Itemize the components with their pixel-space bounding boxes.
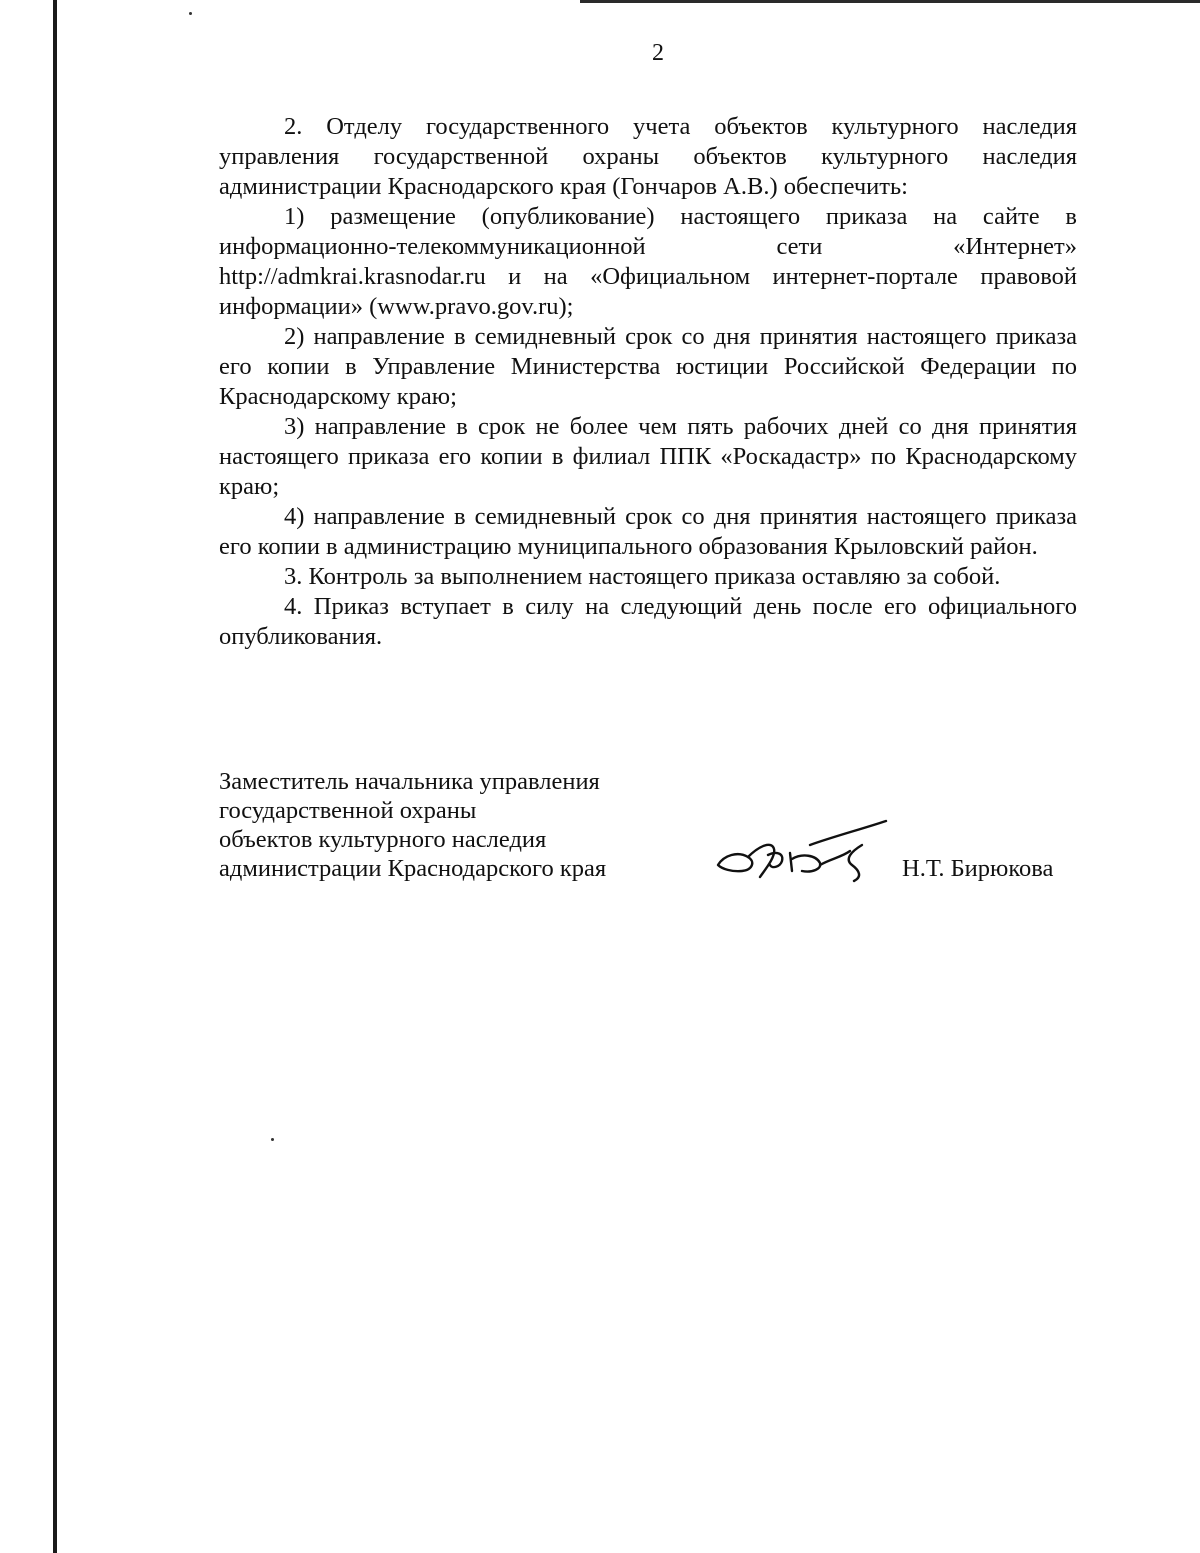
signatory-position [219,767,606,883]
paragraph-subitem-1: 1) размещение (опубликование) настоящего приказа на сайте в информационно-телекоммуникационной сети «Интернет» http://admkrai.krasnodar.ru и на «Официальном интернет-портале правовой информации» (www.pravo.gov.ru); [219,203,1077,320]
signatory-name: Н.Т. Бирюкова [902,855,1054,882]
paragraph-item-2: 2. Отделу государственного учета объектов культурного наследия управления государственной охраны объектов культурного наследия администрации Краснодарского края (Гончаров А.В.) обеспечить: [219,113,1077,200]
page-number: 2 [652,40,664,66]
scan-edge-left [53,0,57,1553]
handwritten-signature-icon [712,815,892,885]
document-body [219,112,1077,652]
scan-speck [271,1138,274,1141]
paragraph-subitem-2: 2) направление в семидневный срок со дня принятия настоящего приказа его копии в Управление Министерства юстиции Российской Федерации по Краснодарскому краю; [219,323,1077,410]
paragraph-subitem-4: 4) направление в семидневный срок со дня принятия настоящего приказа его копии в администрацию муниципального образования Крыловский район. [219,503,1077,560]
scan-speck [189,12,192,15]
position-line: государственной охраны [219,797,477,824]
position-line: объектов культурного наследия [219,826,547,853]
position-line: Заместитель начальника управления [219,768,600,795]
paragraph-subitem-3: 3) направление в срок не более чем пять рабочих дней со дня принятия настоящего приказа его копии в филиал ППК «Роскадастр» по Краснодарскому краю; [219,413,1077,500]
scan-edge-top [580,0,1200,3]
paragraph-item-4: 4. Приказ вступает в силу на следующий день после его официального опубликования. [219,593,1077,650]
position-line: администрации Краснодарского края [219,855,607,882]
paragraph-item-3: 3. Контроль за выполнением настоящего приказа оставляю за собой. [284,563,1001,590]
